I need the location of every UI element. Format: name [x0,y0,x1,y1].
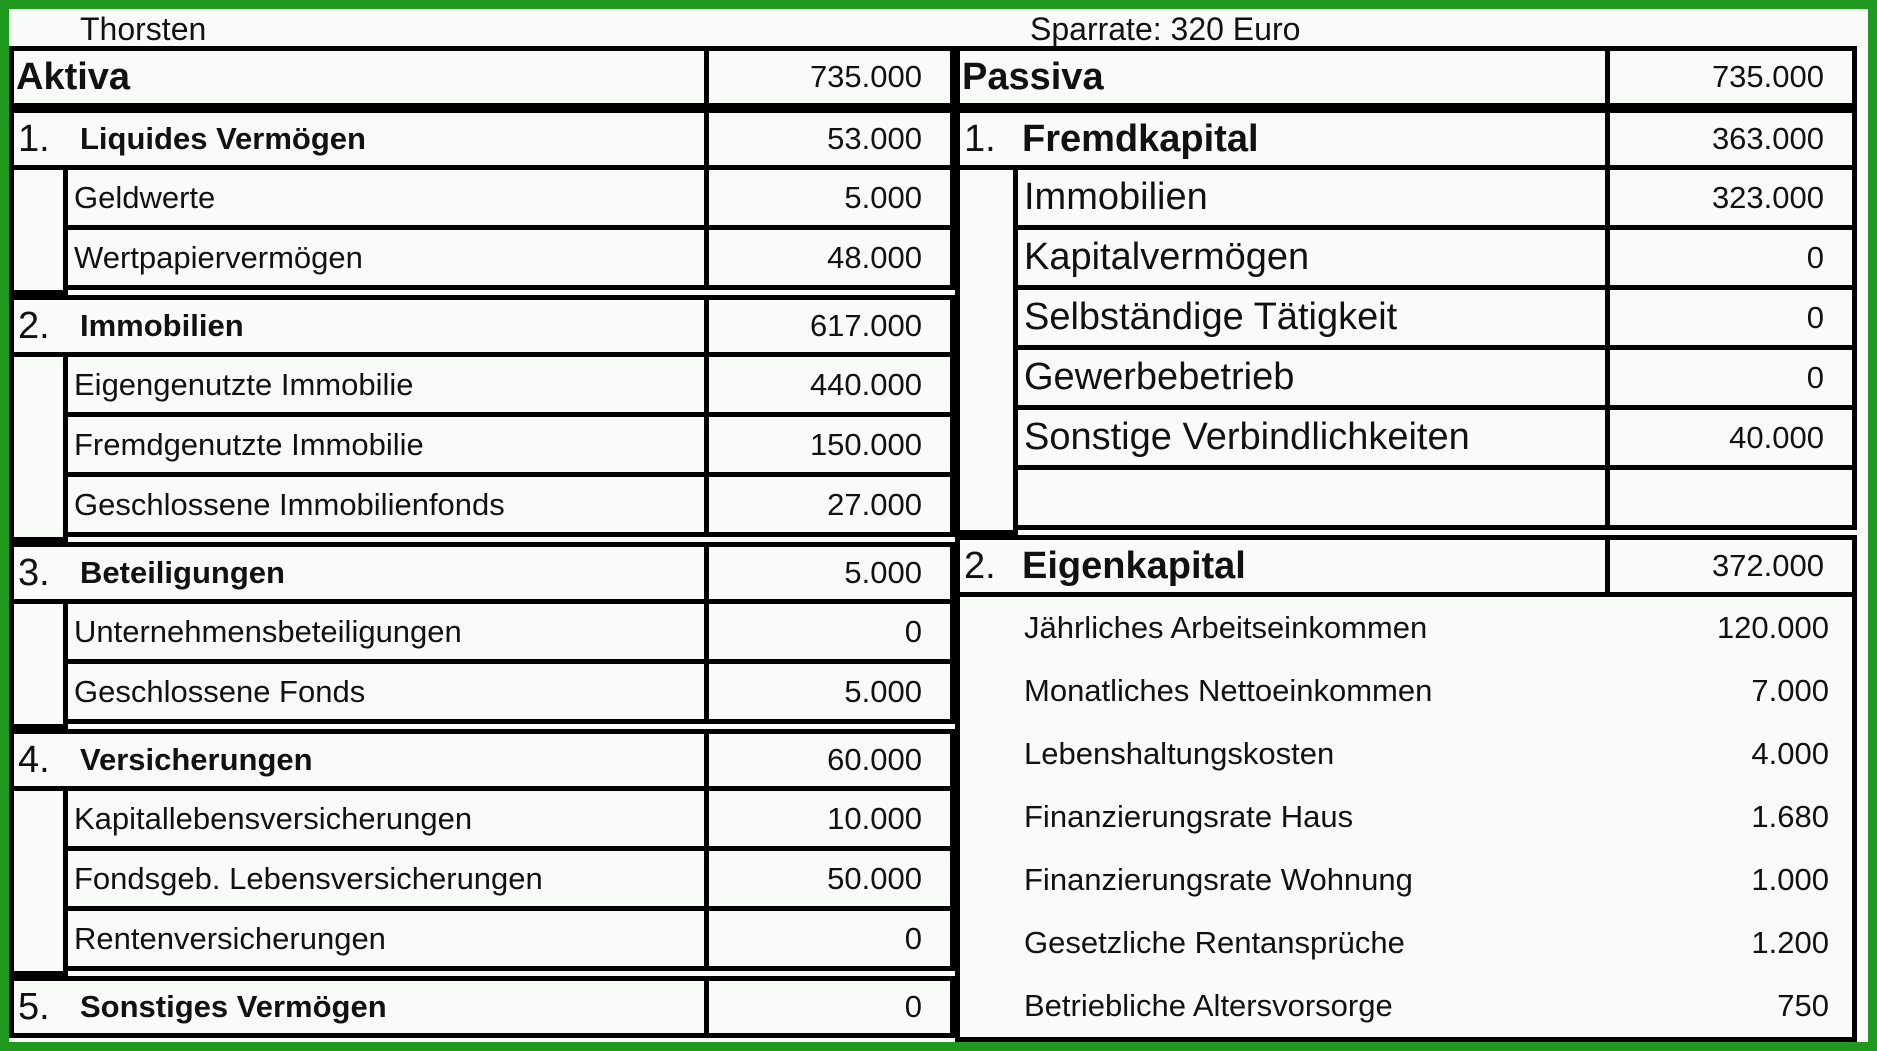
passiva-title: Passiva [955,46,1610,108]
aktiva-item-row [9,165,955,230]
fremdkapital-item-value: 0 [1605,225,1857,290]
fremdkapital-item-row [955,345,1857,410]
aktiva-item-row [9,599,955,664]
aktiva-item-label: Geldwerte [63,165,709,230]
aktiva-column [9,46,955,1042]
eigenkapital-item-label: Betriebliche Altersvorsorge [1024,987,1393,1023]
fremdkapital-label-cell [955,108,1610,170]
aktiva-section-label-cell [9,295,709,357]
eigenkapital-label: Eigenkapital [1022,544,1246,587]
aktiva-total-value: 735.000 [704,46,955,108]
fremdkapital-item-value: 40.000 [1605,405,1857,470]
fremdkapital-item-label: Immobilien [1013,165,1610,230]
eigenkapital-value: 372.000 [1605,535,1857,597]
eigenkapital-item-label: Monatliches Nettoeinkommen [1024,673,1433,709]
aktiva-item-value: 48.000 [704,225,955,290]
aktiva-item-value: 5.000 [704,659,955,724]
eigenkapital-item-value: 1.680 [1751,798,1829,834]
aktiva-item-label: Rentenversicherungen [63,906,709,971]
aktiva-section-row [9,729,955,791]
eigenkapital-item-row [955,723,1857,786]
aktiva-item-value: 5.000 [704,165,955,230]
aktiva-section-label: Liquides Vermögen [80,121,366,156]
aktiva-section-label: Versicherungen [80,742,313,777]
fremdkapital-item-row [955,225,1857,290]
aktiva-section-value: 0 [704,976,955,1038]
eigenkapital-item-label: Jährliches Arbeitseinkommen [1024,610,1428,646]
passiva-total-value: 735.000 [1605,46,1857,108]
aktiva-section-label: Beteiligungen [80,555,285,590]
fremdkapital-item-row [955,285,1857,350]
eigenkapital-item-value: 750 [1777,987,1829,1023]
eigenkapital-item-label: Gesetzliche Rentansprüche [1024,924,1405,960]
aktiva-section-row [9,295,955,357]
section-number: 4. [18,738,50,781]
fremdkapital-item-row [955,405,1857,470]
aktiva-section-label-cell [9,729,709,791]
eigenkapital-item-row [955,974,1857,1037]
fremdkapital-value: 363.000 [1605,108,1857,170]
fremdkapital-item-row [955,465,1857,530]
aktiva-item-row [9,786,955,851]
eigenkapital-item-label: Finanzierungsrate Haus [1024,798,1354,834]
fremdkapital-item-label: Kapitalvermögen [1013,225,1610,290]
eigenkapital-item-value: 4.000 [1751,736,1829,772]
fremdkapital-item-label: Selbständige Tätigkeit [1013,285,1610,350]
aktiva-section-label: Sonstiges Vermögen [80,989,387,1024]
aktiva-item-value: 440.000 [704,352,955,417]
eigenkapital-item-label: Lebenshaltungskosten [1024,736,1335,772]
aktiva-item-label: Fremdgenutzte Immobilie [63,412,709,477]
aktiva-section-value: 60.000 [704,729,955,791]
aktiva-item-label: Eigengenutzte Immobilie [63,352,709,417]
aktiva-section-label-cell [9,976,709,1038]
aktiva-item-label: Unternehmensbeteiligungen [63,599,709,664]
aktiva-title: Aktiva [9,46,709,108]
aktiva-section-row [9,542,955,604]
aktiva-item-label: Wertpapiervermögen [63,225,709,290]
aktiva-item-value: 0 [704,599,955,664]
aktiva-item-row [9,352,955,417]
fremdkapital-item-label [1013,465,1610,530]
eigenkapital-item-row [955,911,1857,974]
eigenkapital-item-value: 1.200 [1751,924,1829,960]
eigenkapital-item-value: 1.000 [1751,861,1829,897]
aktiva-section-label: Immobilien [80,308,244,343]
section-number: 5. [18,985,50,1028]
passiva-column [955,46,1857,1042]
aktiva-section-row [9,976,955,1038]
aktiva-section-value: 53.000 [704,108,955,170]
eigenkapital-label-cell [955,535,1610,597]
fremdkapital-item-value: 323.000 [1605,165,1857,230]
eigenkapital-item-value: 120.000 [1716,610,1829,646]
eigenkapital-row [955,535,1857,597]
section-number: 1. [964,117,996,160]
fremdkapital-item-row [955,165,1857,230]
aktiva-item-row [9,225,955,290]
aktiva-total-row [9,46,955,108]
aktiva-item-label: Geschlossene Immobilienfonds [63,472,709,537]
fremdkapital-row [955,108,1857,170]
aktiva-section-row [9,108,955,170]
aktiva-item-row [9,659,955,724]
aktiva-item-row [9,412,955,477]
fremdkapital-item-label: Gewerbebetrieb [1013,345,1610,410]
fremdkapital-item-value: 0 [1605,345,1857,410]
aktiva-item-row [9,472,955,537]
fremdkapital-item-value: 0 [1605,285,1857,350]
eigenkapital-item-value: 7.000 [1751,673,1829,709]
aktiva-item-row [9,846,955,911]
aktiva-section-label-cell [9,108,709,170]
eigenkapital-item-row [955,597,1857,660]
section-number: 3. [18,551,50,594]
section-number: 2. [964,544,996,587]
aktiva-item-value: 50.000 [704,846,955,911]
fremdkapital-label: Fremdkapital [1022,117,1259,160]
eigenkapital-item-row [955,786,1857,849]
section-number: 2. [18,304,50,347]
eigenkapital-item-label: Finanzierungsrate Wohnung [1024,861,1413,897]
aktiva-item-label: Kapitallebensversicherungen [63,786,709,851]
eigenkapital-item-row [955,848,1857,911]
aktiva-item-value: 0 [704,906,955,971]
aktiva-item-label: Fondsgeb. Lebensversicherungen [63,846,709,911]
aktiva-section-value: 5.000 [704,542,955,604]
aktiva-item-value: 10.000 [704,786,955,851]
section-number: 1. [18,117,50,160]
client-name: Thorsten [80,11,207,47]
aktiva-section-value: 617.000 [704,295,955,357]
fremdkapital-item-label: Sonstige Verbindlichkeiten [1013,405,1610,470]
eigenkapital-item-row [955,660,1857,723]
aktiva-section-label-cell [9,542,709,604]
savings-rate: Sparrate: 320 Euro [1030,11,1301,47]
aktiva-item-label: Geschlossene Fonds [63,659,709,724]
aktiva-item-value: 150.000 [704,412,955,477]
passiva-total-row [955,46,1857,108]
aktiva-item-row [9,906,955,971]
fremdkapital-item-value [1605,465,1857,530]
aktiva-item-value: 27.000 [704,472,955,537]
